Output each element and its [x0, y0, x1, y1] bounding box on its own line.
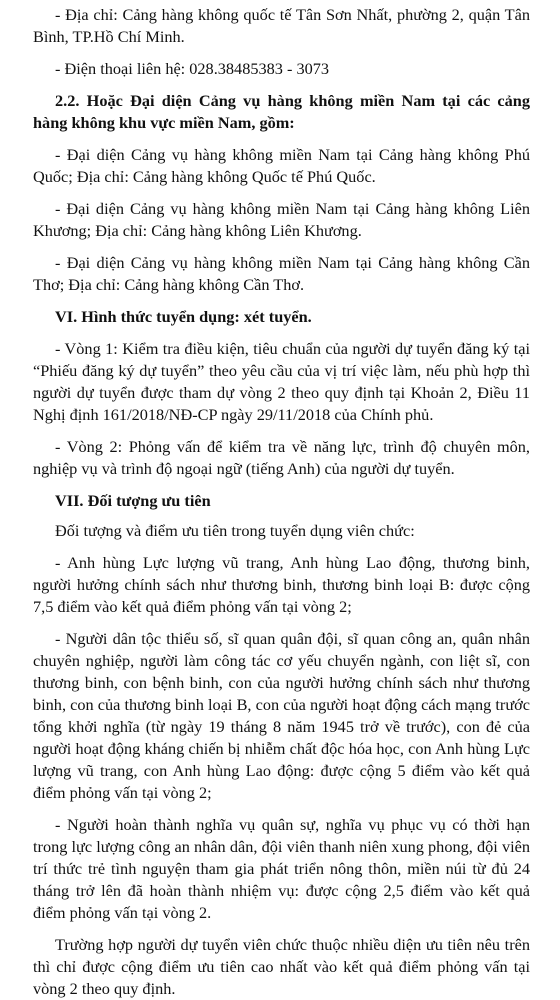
airport-rep-can-tho: - Đại diện Cảng vụ hàng không miền Nam tại Cảng hàng không Cần Thơ; Địa chỉ: Cảng hàng không Cần Thơ. — [33, 253, 530, 294]
section-6-heading: VI. Hình thức tuyển dụng: xét tuyển. — [55, 307, 312, 326]
section-2-2-heading: 2.2. Hoặc Đại diện Cảng vụ hàng không miền Nam tại các cảng hàng không khu vực miền Nam, gồm: — [33, 91, 530, 132]
contact-address: - Địa chỉ: Cảng hàng không quốc tế Tân Sơn Nhất, phường 2, quận Tân Bình, TP.Hồ Chí Minh. — [33, 5, 530, 46]
priority-item-2: - Người dân tộc thiểu số, sĩ quan quân đội, sĩ quan công an, quân nhân chuyên nghiệp, người làm công tác cơ yếu chuyển ngành, con liệt sĩ, con thương binh, con bệnh binh, con của người hưởng chính sách như thương binh, con của thương binh loại B, con của người hoạt động cách mạng trước tổng khởi nghĩa (từ ngày 19 tháng 8 năm 1945 trở về trước), con đẻ của người hoạt động kháng chiến bị nhiễm chất độc hóa học, con Anh hùng Lực lượng vũ trang, con Anh hùng Lao động: được cộng 5 điểm vào kết quả điểm phỏng vấn tại vòng 2; — [33, 629, 530, 802]
round-1-text: - Vòng 1: Kiểm tra điều kiện, tiêu chuẩn của người dự tuyển đăng ký tại “Phiếu đăng ký dự tuyển” theo yêu cầu của vị trí việc làm, nếu phù hợp thì người dự tuyển được tham dự vòng 2 theo quy định tại Khoản 2, Điều 11 Nghị định 161/2018/NĐ-CP ngày 29/11/2018 của Chính phủ. — [33, 339, 530, 424]
priority-intro: Đối tượng và điểm ưu tiên trong tuyển dụng viên chức: — [55, 521, 415, 540]
contact-phone: - Điện thoại liên hệ: 028.38485383 - 3073 — [55, 59, 330, 78]
priority-note: Trường hợp người dự tuyển viên chức thuộc nhiều diện ưu tiên nêu trên thì chỉ được cộng điểm ưu tiên cao nhất vào kết quả điểm phỏng vấn tại vòng 2 theo quy định. — [33, 935, 530, 998]
airport-rep-lien-khuong: - Đại diện Cảng vụ hàng không miền Nam tại Cảng hàng không Liên Khương; Địa chỉ: Cảng hàng không Liên Khương. — [33, 199, 530, 240]
priority-item-1: - Anh hùng Lực lượng vũ trang, Anh hùng Lao động, thương binh, người hưởng chính sách như thương binh, thương binh loại B: được cộng 7,5 điểm vào kết quả điểm phỏng vấn tại vòng 2; — [33, 553, 530, 616]
airport-rep-phu-quoc: - Đại diện Cảng vụ hàng không miền Nam tại Cảng hàng không Phú Quốc; Địa chỉ: Cảng hàng không Quốc tế Phú Quốc. — [33, 145, 530, 186]
priority-item-3: - Người hoàn thành nghĩa vụ quân sự, nghĩa vụ phục vụ có thời hạn trong lực lượng công an nhân dân, đội viên thanh niên xung phong, đội viên trí thức trẻ tình nguyện tham gia phát triển nông thôn, miền núi từ đủ 24 tháng trở lên đã hoàn thành nhiệm vụ: được cộng 2,5 điểm vào kết quả điểm phỏng vấn tại vòng 2. — [33, 815, 530, 922]
round-2-text: - Vòng 2: Phỏng vấn để kiểm tra về năng lực, trình độ chuyên môn, nghiệp vụ và trình độ ngoại ngữ (tiếng Anh) của người dự tuyển. — [33, 437, 530, 478]
section-7-heading: VII. Đối tượng ưu tiên — [55, 491, 211, 510]
